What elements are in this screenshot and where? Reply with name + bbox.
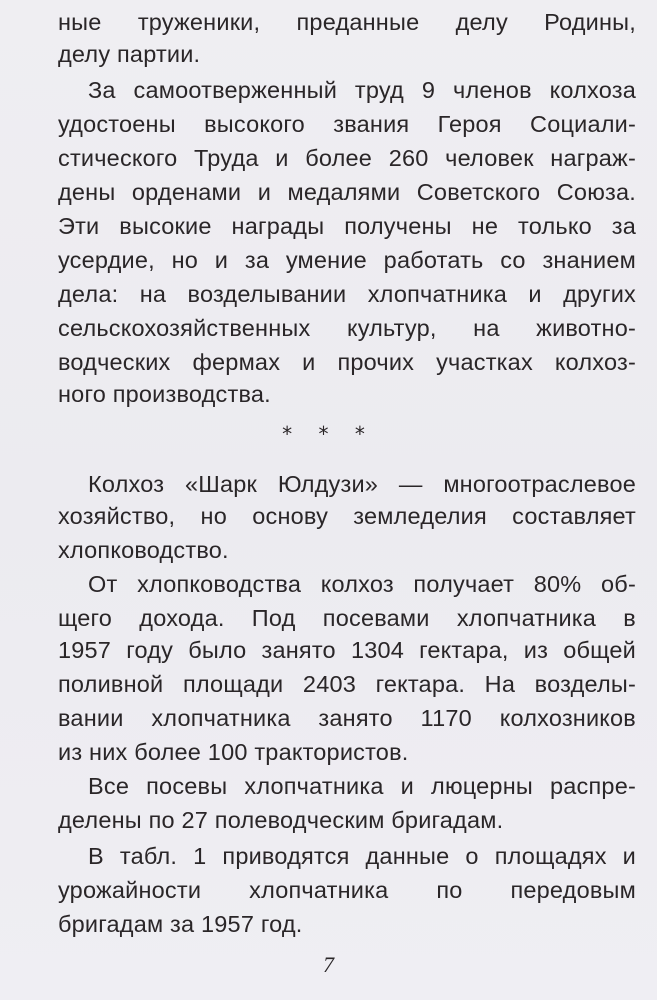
text-line: вании хлопчатника занято 1170 колхозников	[58, 705, 636, 731]
text-line: бригадам за 1957 год.	[58, 911, 303, 937]
page-number: 7	[323, 952, 334, 977]
text-line: хлопководство.	[58, 537, 229, 563]
text-line: За самоотверженный труд 9 членов колхоза	[88, 77, 636, 103]
text-line: ного производства.	[58, 381, 271, 407]
text-line: поливной площади 2403 гектара. На возделы-	[58, 671, 636, 697]
text-line: хозяйство, но основу земледелия составляет	[58, 503, 636, 529]
text-line: дела: на возделывании хлопчатника и других	[58, 281, 636, 307]
text-line: усердие, но и за умение работать со знанием	[58, 247, 636, 273]
text-line: урожайности хлопчатника по передовым	[58, 877, 636, 903]
text-line: В табл. 1 приводятся данные о площадях и	[88, 843, 636, 869]
section-separator: * * *	[282, 422, 375, 446]
text-line: Колхоз «Шарк Юлдузи» — многоотраслевое	[88, 471, 636, 497]
text-line: Эти высокие награды получены не только за	[58, 213, 636, 239]
text-line: Все посевы хлопчатника и люцерны распре-	[88, 773, 636, 799]
text-line: водческих фермах и прочих участках колхоз-	[58, 349, 636, 375]
text-line: сельскохозяйственных культур, на животно-	[58, 315, 636, 341]
text-line: ные труженики, преданные делу Родины,	[58, 9, 636, 35]
text-line: стического Труда и более 260 человек награж-	[58, 145, 636, 171]
text-line: делу партии.	[58, 41, 201, 67]
text-line: От хлопководства колхоз получает 80% об-	[88, 571, 636, 597]
text-line: дены орденами и медалями Советского Союза.	[58, 179, 636, 205]
text-line: удостоены высокого звания Героя Социали-	[58, 111, 636, 137]
text-line: из них более 100 трактористов.	[58, 739, 409, 765]
text-line: делены по 27 полеводческим бригадам.	[58, 807, 504, 833]
text-line: 1957 году было занято 1304 гектара, из общей	[58, 637, 636, 663]
text-line: щего дохода. Под посевами хлопчатника в	[58, 605, 636, 631]
